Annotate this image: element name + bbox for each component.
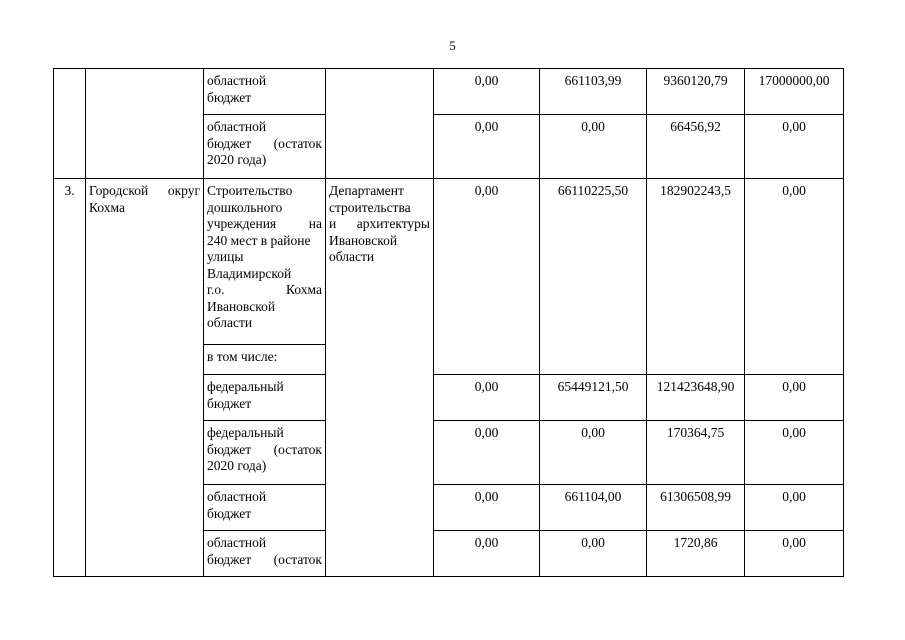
department-cell (326, 179, 434, 577)
value-cell: 182902243,5 (647, 179, 745, 375)
funding-source-line: 2020 года) (207, 458, 267, 473)
municipality-line: Городской округ (89, 183, 200, 198)
value-cell: 0,00 (434, 115, 540, 179)
value-cell: 661103,99 (540, 69, 647, 115)
funding-source-line: федеральный (207, 379, 284, 394)
department-line: Ивановской (329, 232, 398, 248)
value-cell: 170364,75 (647, 421, 745, 485)
funding-source-line: бюджет (207, 395, 252, 411)
funding-source-cell (204, 69, 326, 115)
funding-source-line: бюджет (остаток (207, 441, 322, 457)
object-cell (204, 179, 326, 345)
budget-table (53, 68, 844, 577)
object-line: учреждения на (207, 216, 322, 231)
value-cell: 0,00 (745, 179, 844, 375)
object-line: Владимирской (207, 265, 292, 281)
value-cell: 0,00 (434, 421, 540, 485)
table-row (54, 69, 844, 115)
value-cell: 0,00 (540, 421, 647, 485)
department-line: Департамент (329, 183, 404, 198)
value-cell: 661104,00 (540, 485, 647, 531)
funding-source-line: областной (207, 489, 267, 504)
funding-source-line: бюджет (остаток (207, 135, 322, 151)
value-cell: 0,00 (745, 531, 844, 577)
index-cell: 3. (54, 179, 86, 577)
municipality-cell (86, 69, 204, 179)
including-label: в том числе: (204, 345, 326, 375)
value-cell: 0,00 (745, 375, 844, 421)
page-number: 5 (449, 38, 456, 53)
funding-source-line: областной (207, 535, 267, 550)
value-cell: 0,00 (434, 485, 540, 531)
table-row (54, 179, 844, 345)
object-line: Ивановской (207, 298, 276, 314)
funding-source-cell (204, 421, 326, 485)
value-cell: 0,00 (745, 421, 844, 485)
funding-source-line: бюджет (207, 505, 252, 521)
object-line: 240 мест в районе (207, 232, 311, 248)
value-cell: 1720,86 (647, 531, 745, 577)
value-cell: 61306508,99 (647, 485, 745, 531)
funding-source-cell (204, 375, 326, 421)
value-cell: 9360120,79 (647, 69, 745, 115)
value-cell: 66110225,50 (540, 179, 647, 375)
value-cell: 66456,92 (647, 115, 745, 179)
funding-source-line: областной (207, 73, 267, 88)
department-cell (326, 69, 434, 179)
funding-source-cell (204, 531, 326, 577)
value-cell: 0,00 (745, 485, 844, 531)
object-line: г.о. Кохма (207, 282, 322, 297)
value-cell: 17000000,00 (745, 69, 844, 115)
department-line: строительства (329, 199, 411, 215)
value-cell: 0,00 (540, 115, 647, 179)
value-cell: 121423648,90 (647, 375, 745, 421)
value-cell: 0,00 (540, 531, 647, 577)
value-cell: 0,00 (745, 115, 844, 179)
department-line: области (329, 249, 375, 264)
funding-source-line: федеральный (207, 425, 284, 440)
funding-source-line: бюджет (207, 89, 252, 105)
value-cell: 0,00 (434, 69, 540, 115)
funding-source-line: 2020 года) (207, 152, 267, 167)
value-cell: 0,00 (434, 375, 540, 421)
funding-source-cell (204, 485, 326, 531)
index-cell (54, 69, 86, 179)
object-line: улицы (207, 249, 244, 264)
municipality-cell (86, 179, 204, 577)
object-line: дошкольного (207, 199, 283, 215)
value-cell: 0,00 (434, 531, 540, 577)
object-line: области (207, 315, 253, 330)
department-line: и архитектуры (329, 216, 430, 231)
object-line: Строительство (207, 183, 293, 198)
funding-source-line: областной (207, 119, 267, 134)
value-cell: 65449121,50 (540, 375, 647, 421)
value-cell: 0,00 (434, 179, 540, 375)
funding-source-cell (204, 115, 326, 179)
municipality-line: Кохма (89, 199, 125, 215)
funding-source-line: бюджет (остаток (207, 551, 322, 567)
